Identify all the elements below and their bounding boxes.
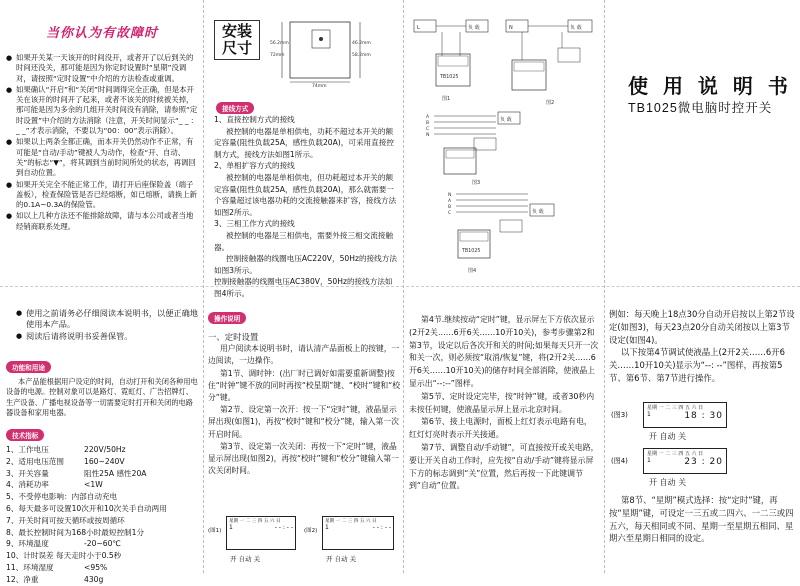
wiring-body-3: 被控制的电器是三相供电，需要外接三相交流接触器。 — [214, 230, 394, 252]
list-item: ● 阅读后请将说明书妥善保管。 — [16, 331, 200, 342]
steps-text: 第4节.继续按动“定时”键，显示屏左下方依次显示(2开2关……6开6关……10开10关)，参考步骤第2和第3节，设定以后各次开和关的时间;如果每天只开一次和关一次，则必须按“取消/恢复”键，将(2开2关……6开6关……10开10关)的储存时间全部消除，使液晶上显示出“--:--”图样。 第5节、定时设定完毕，按“时钟”键，或者30秒内未按任何键，使液晶显示屏上显示北京时间。 第6节、接上电源时，面板上红灯表示电路有电，红灯灯亮时表示开关接通。 第7节、调整自动/手动键”，可直接按开或关电路，要让开关自动工作时，应先按“自动/手动”键将显示屏下方的标志调到“关”位置，然后再按一下此键调节到“自动”位置。 — [409, 315, 599, 491]
svg-text:L: L — [417, 25, 420, 31]
table-row: 4、消耗功率 <1W — [6, 480, 103, 490]
table-row: 11、环境湿度 <95% — [6, 562, 108, 572]
svg-text:N: N — [448, 193, 452, 198]
svg-text:A: A — [448, 199, 452, 204]
dimension-drawing — [268, 18, 388, 88]
manual-title: 使 用 说 明 书 — [628, 74, 792, 98]
dim-top-label: 56.2mm — [270, 41, 289, 46]
list-item: ● 使用之前请务必仔细阅读本说明书，以便正确地使用本产品。 — [16, 308, 200, 330]
svg-text:B: B — [448, 205, 452, 210]
specs-panel — [6, 308, 200, 584]
table-row: 8、最长控制时间为168小时最短控制1分 — [6, 527, 145, 537]
product-subtitle: TB1025微电脑时控开关 — [628, 101, 773, 115]
wiring-body-1: 被控制的电器是单相供电，功耗不超过本开关的额定容量(阻性负载25A，感性负载20A)，可采用直接控制方式，接线方法如图1所示。 — [214, 126, 394, 159]
svg-text:C: C — [448, 211, 452, 216]
list-item: ● 如果以上两条全都正确，而本开关仍然动作不正常，有可能是“自动/手动”键被人为动作，检查“开、自动、关”的标志“▼”，将其调到当前时间所处的状态，再调回到自动位置。 — [6, 137, 198, 178]
fold-line-1 — [203, 0, 204, 573]
intro-list — [6, 308, 200, 343]
list-item: ● 如以上几种方法还不能排除故障，请与本公司或者当地经销商联系处理。 — [6, 211, 198, 232]
dim-bottom-label: 74mm — [312, 84, 327, 89]
lcd-figure-4: (图4) 星期 一 二 三 四 五 六 日 1 23 : 20 开 自动 关 — [609, 448, 797, 490]
svg-text:TB1025: TB1025 — [440, 75, 459, 80]
wiring-body-5: 控制接触器的线圈电压AC380V，50Hz的接线方法如图4所示。 — [214, 277, 393, 298]
wiring-head-3: 3、三相工作方式的接线 — [214, 219, 295, 229]
svg-text:TB1025: TB1025 — [462, 249, 481, 254]
week-mode-text: 第8节、“星期”模式选择：按“定时”键，再按“星期”键，可设定一三五或二四六、一二三或四五六，每天相同或不同、星期一至星期五相同、星期六至星期日相同的设定。 — [609, 495, 794, 544]
table-row: 10、计时误差 每天走时小于0.5秒 — [6, 551, 122, 561]
function-text: 本产品能根据用户设定的时间，自动打开和关闭各种用电设备的电源。控制对象可以是路灯、霓虹灯、广告招牌灯、生产设备、广播电视设备等一切需要定时打开和关闭的电路器设备和家用电器。 — [6, 376, 198, 418]
table-row: 2、适用电压范围 160~240V — [6, 456, 125, 466]
dim-right-label: 58.2mm — [352, 53, 371, 58]
wiring-diagram-3 — [426, 106, 526, 186]
table-row: 6、每天最多可设置10次开和10次关手自动两用 — [6, 503, 167, 513]
svg-text:负 载: 负 载 — [570, 25, 582, 31]
dim-mid-label: 72mm — [270, 53, 285, 58]
troubleshooting-title: 当你认为有故障时 — [45, 26, 158, 41]
wiring-head-2: 2、单相扩容方式的接线 — [214, 161, 295, 171]
svg-text:负 载: 负 载 — [468, 25, 480, 31]
dim-side-label: 46.2mm — [352, 41, 371, 46]
spec-badge: 技术指标 — [6, 429, 44, 441]
wiring-badge: 接线方式 — [216, 102, 254, 114]
fig4-label: 图4 — [468, 268, 477, 274]
table-row: 9、环境温度 -20~60℃ — [6, 539, 121, 549]
install-size-title: 安装尺寸 — [214, 20, 260, 60]
wiring-diagram-1 — [410, 16, 494, 104]
table-row: 7、开关时间可按天循环或按周循环 — [6, 515, 125, 525]
wiring-diagram-2 — [502, 16, 598, 108]
spec-table — [6, 444, 167, 586]
operation-badge: 操作说明 — [208, 312, 246, 324]
table-row: 3、开关容量 阻性25A 感性20A — [6, 468, 147, 478]
function-badge: 功能和用途 — [6, 361, 51, 373]
table-row: 5、不受停电影响：内部自动充电 — [6, 492, 118, 502]
operation-panel: 操作说明 一、定时设置 用户阅读本说明书时，请认清产品面板上的按键，一边阅读，一边操作。 第1节、调时钟：(出厂时已调好如需要重新调整)按住“时钟”键不放的同时再按“校星期”键、“校时”键和“校分”键。 第2节、设定第一次开：按一下“定时”键，液晶显示屏出现(如图1)，再按“校时”键和“校分”键，输入第一次开启时间。 第3节、设定第一次关闭：再按一下“定时”键，液晶显示屏出现(如图2)，再按“校时”键和“校分”键输入第一次关闭时间。 (图1) 星期 一 二 三 四 五 六 日 1 - - : - - 开 自动 关 (图2) 星期 一 二 三 四 五 六 日 1 - - : - - 开 自动 关 — [208, 306, 400, 570]
example-text: 例如：每天晚上18点30分自动开启按以上第2节设定(如图3)，每天23点20分自动关闭按以上第3节设定(如图4)。 以下按第4节调试使液晶上(2开2关……6开6关……10开10关)显示为“--: --”图样，再按第5节、第6节、第7节进行操作。 — [609, 309, 795, 383]
fold-line-3 — [604, 0, 605, 573]
list-item: ● 如果开关某一天该开的时间没开，或者开了以后到关的时间还没关，那可能是因为你定时设置时“星期”没调对，请按照“定时设置”中介绍的方法检查或重调。 — [6, 53, 198, 84]
svg-text:A: A — [426, 115, 430, 120]
svg-text:负 载: 负 载 — [500, 117, 512, 123]
example-panel — [609, 308, 797, 570]
fig1-label: 图1 — [442, 96, 451, 102]
fig3-label: 图3 — [472, 180, 481, 186]
list-item: ● 如果确认“开启”和“关闭”时间调得完全正确，但是本开关在该开的时间开了起来，或者不该关的时候被关掉，那可能是因为多余的几组开关时间没有消除，请参照“定时设置”中介绍的方法消除（注意，开关时间显示“_ _ : _ _”才表示消除，不要以为“00：00”表示消除）。 — [6, 85, 198, 136]
wiring-body-2: 被控制的电器是单相供电，但功耗超过本开关的额定容量(阻性负载25A，感性负载20A)，那么就需要一个容量超过该电器功耗的交流接触器来扩容，接线方法如图2所示。 — [214, 172, 397, 217]
install-wiring-panel — [210, 16, 398, 298]
wiring-diagram-4 — [448, 186, 558, 276]
wiring-body-4: 控制接触器的线圈电压AC220V，50Hz的接线方法如图3所示。 — [214, 254, 397, 275]
svg-text:负 载: 负 载 — [532, 209, 544, 215]
diagrams-panel — [408, 6, 600, 282]
list-item: ● 如果开关完全不能正常工作，请打开后座保险盖（端子盖板），检查保险管是否已经熔断，如已熔断，请换上新的0.1A~0.3A的保险管。 — [6, 180, 198, 211]
cover-panel — [606, 0, 800, 286]
table-row: 1、工作电压 220V/50Hz — [6, 444, 126, 454]
lcd-figure-3: (图3) 星期 一 二 三 四 五 六 日 1 18 : 30 开 自动 关 — [609, 402, 797, 444]
wiring-text — [214, 114, 398, 300]
table-row: 12、净重 430g — [6, 574, 104, 584]
svg-text:C: C — [426, 127, 430, 132]
svg-text:B: B — [426, 121, 430, 126]
svg-text:N: N — [426, 133, 430, 138]
steps-panel — [409, 314, 599, 570]
operation-text: 一、定时设置 用户阅读本说明书时，请认清产品面板上的按键，一边阅读，一边操作。 第1节、调时钟：(出厂时已调好如需要重新调整)按住“时钟”键不放的同时再按“校星期”键、“校时”键和“校分”键。 第2节、设定第一次开：按一下“定时”键，液晶显示屏出现(如图1)，再按“校时”键和“校分”键，输入第一次开启时间。 第3节、设定第一次关闭：再按一下“定时”键，液晶显示屏出现(如图2)，再按“校时”键和“校分”键输入第一次关闭时间。 — [208, 332, 401, 476]
fold-line-2 — [403, 0, 404, 573]
wiring-head-1: 1、直接控制方式的接线 — [214, 115, 295, 124]
troubleshooting-panel — [6, 22, 198, 282]
troubleshooting-list — [6, 53, 198, 232]
svg-text:N: N — [509, 25, 513, 31]
horizontal-fold-line — [0, 286, 800, 287]
fig2-label: 图2 — [546, 100, 555, 106]
